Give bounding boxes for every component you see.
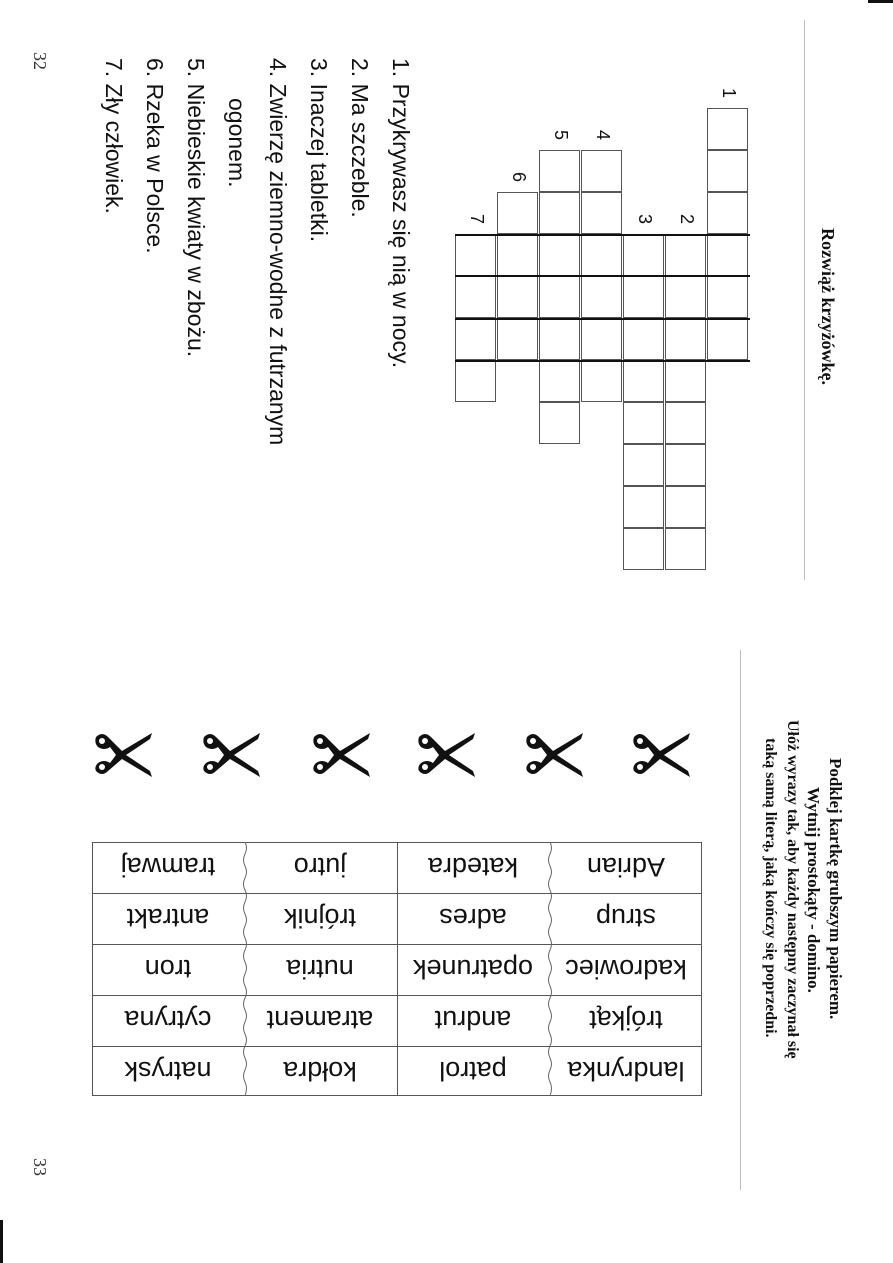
domino-word[interactable]: adres <box>439 903 507 934</box>
instruction-line-4: taką samą literą, jaką kończy się poprzedni. <box>762 738 779 1038</box>
crossword-cell[interactable] <box>707 108 748 150</box>
scissors-icon <box>200 727 264 779</box>
crossword-cell[interactable] <box>623 528 664 570</box>
domino-word[interactable]: natrysk <box>124 1056 212 1087</box>
domino-word[interactable]: jutro <box>293 852 347 883</box>
crossword-cell[interactable] <box>707 192 748 234</box>
page-number-right: 33 <box>30 1158 50 1176</box>
crossword-cell[interactable] <box>455 234 496 276</box>
crossword-cell[interactable] <box>665 276 706 318</box>
crossword-cell[interactable] <box>707 318 748 360</box>
domino-word[interactable]: landrynka <box>567 1056 685 1087</box>
crossword-cell[interactable] <box>455 360 496 402</box>
crossword-cell[interactable] <box>581 276 622 318</box>
crossword-cell[interactable] <box>623 486 664 528</box>
domino-row <box>92 893 702 943</box>
crossword-cell[interactable] <box>581 360 622 402</box>
solution-border-bottom <box>455 360 750 362</box>
crossword-cell[interactable] <box>623 402 664 444</box>
domino-word[interactable]: kadrowiec <box>565 954 687 985</box>
domino-word[interactable]: nutria <box>286 954 354 985</box>
domino-word[interactable]: katedra <box>427 852 519 883</box>
crossword-cell[interactable] <box>539 402 580 444</box>
domino-word[interactable]: Adrian <box>586 852 666 883</box>
crossword-cell[interactable] <box>455 276 496 318</box>
crossword-cell[interactable] <box>539 150 580 192</box>
instruction-line-1: Podklej kartkę grubszym papierem. <box>826 758 845 1020</box>
instruction-line-3: Ułóż wyrazy tak, aby każdy następny zaczynał się <box>784 720 801 1059</box>
domino-word[interactable]: trójkąt <box>589 1005 663 1036</box>
crossword-cell[interactable] <box>455 318 496 360</box>
instruction-line-2: Wytnij prostokąty - domino. <box>804 787 823 993</box>
domino-word[interactable]: trójnik <box>283 903 357 934</box>
clue-number-5: 5 <box>551 130 571 141</box>
crossword-cell[interactable] <box>665 402 706 444</box>
scissors-icon <box>415 727 479 779</box>
edge-mark <box>868 0 893 3</box>
crossword-cell[interactable] <box>665 528 706 570</box>
crossword-cell[interactable] <box>497 234 538 276</box>
solution-border-top <box>455 234 750 236</box>
crossword-cell[interactable] <box>539 360 580 402</box>
clue-2: 2. Ma szczeble. <box>347 58 373 218</box>
scissors-icon <box>523 727 587 779</box>
crossword-cell[interactable] <box>581 318 622 360</box>
crossword-cell[interactable] <box>539 192 580 234</box>
domino-word[interactable]: cytryna <box>124 1005 212 1036</box>
scissors-icon <box>310 727 374 779</box>
scissors-icon <box>92 727 156 779</box>
domino-row <box>92 842 702 892</box>
clue-list <box>99 58 415 445</box>
margin-line <box>804 20 805 580</box>
solution-border-mid <box>455 275 750 277</box>
clue-5: 5. Niebieskie kwiaty w zbożu. <box>183 58 209 358</box>
clue-number-4: 4 <box>593 130 613 141</box>
clue-6: 6. Rzeka w Polsce. <box>142 58 168 254</box>
domino-word[interactable]: tramwaj <box>120 852 216 883</box>
clue-number-1: 1 <box>719 88 739 99</box>
crossword-cell[interactable] <box>539 276 580 318</box>
clue-4: 4. Zwierzę ziemno-wodne z futrzanym <box>265 58 291 446</box>
crossword-cell[interactable] <box>665 486 706 528</box>
domino-row <box>92 1046 702 1096</box>
crossword-cell[interactable] <box>623 234 664 276</box>
crossword-cell[interactable] <box>497 192 538 234</box>
crossword-cell[interactable] <box>707 150 748 192</box>
crossword-cell[interactable] <box>581 234 622 276</box>
domino-word[interactable]: andrut <box>434 1005 512 1036</box>
crossword-cell[interactable] <box>539 318 580 360</box>
crossword-cell[interactable] <box>665 444 706 486</box>
crossword-cell[interactable] <box>623 318 664 360</box>
domino-word[interactable]: opatrunek <box>412 954 534 985</box>
clue-7: 7. Zły człowiek. <box>101 58 127 214</box>
crossword-cell[interactable] <box>665 360 706 402</box>
solution-border-mid2 <box>455 318 750 320</box>
domino-row <box>92 995 702 1045</box>
crossword-cell[interactable] <box>623 276 664 318</box>
domino-word[interactable]: kołdra <box>283 1056 357 1087</box>
domino-word[interactable]: tron <box>144 954 192 985</box>
crossword-cell[interactable] <box>665 318 706 360</box>
domino-row <box>92 944 702 994</box>
clue-number-6: 6 <box>509 172 529 183</box>
edge-mark <box>0 1220 3 1263</box>
crossword-cell[interactable] <box>707 276 748 318</box>
clue-number-3: 3 <box>635 214 655 225</box>
scissors-icon <box>630 727 694 779</box>
crossword-cell[interactable] <box>497 276 538 318</box>
crossword-title: Rozwiąż krzyżówkę. <box>818 228 838 385</box>
domino-word[interactable]: strup <box>595 903 657 934</box>
crossword-cell[interactable] <box>665 234 706 276</box>
domino-word[interactable]: patrol <box>439 1056 507 1087</box>
clue-number-7: 7 <box>467 214 487 225</box>
crossword-cell[interactable] <box>581 150 622 192</box>
crossword-cell[interactable] <box>539 234 580 276</box>
clue-number-2: 2 <box>677 214 697 225</box>
margin-line <box>740 650 741 1190</box>
crossword-cell[interactable] <box>623 444 664 486</box>
crossword-cell[interactable] <box>623 360 664 402</box>
crossword-cell[interactable] <box>581 192 622 234</box>
page-number-left: 32 <box>30 52 50 70</box>
domino-word[interactable]: atrament <box>266 1005 374 1036</box>
crossword-cell[interactable] <box>707 234 748 276</box>
crossword-cell[interactable] <box>497 318 538 360</box>
domino-word[interactable]: antrakt <box>126 903 210 934</box>
clue-1: 1. Przykrywasz się nią w nocy. <box>388 58 414 369</box>
clue-3: 3. Inaczej tabletki. <box>306 58 332 243</box>
clue-4-cont: ogonem. <box>224 98 250 188</box>
